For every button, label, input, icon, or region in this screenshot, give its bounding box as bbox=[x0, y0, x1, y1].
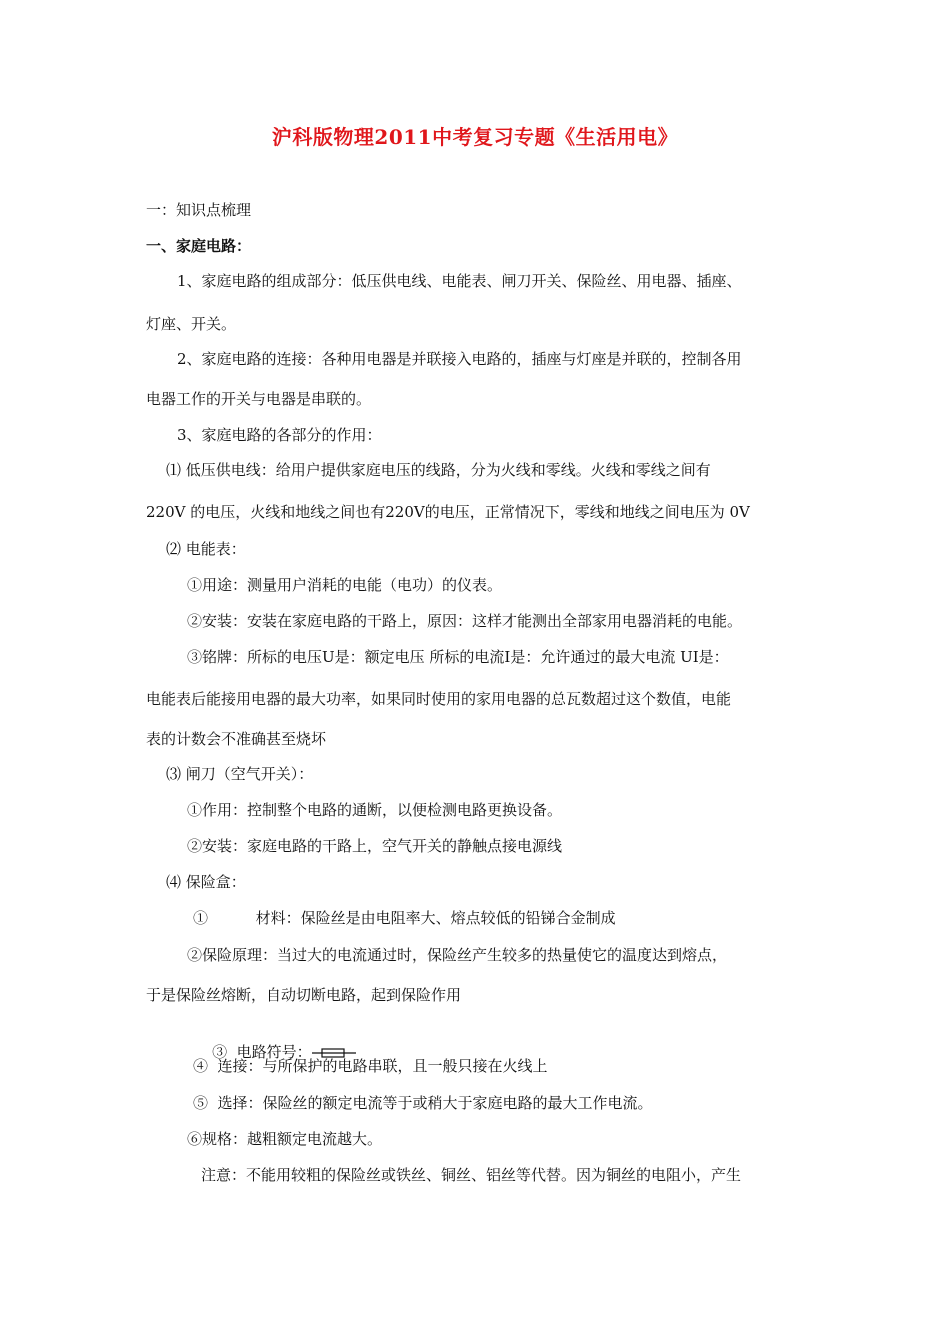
list-item: ⑤ 选择：保险丝的额定电流等于或稍大于家庭电路的最大工作电流。 bbox=[193, 1094, 653, 1112]
paragraph-line: 表的计数会不准确甚至烧坏 bbox=[146, 730, 327, 748]
paragraph-line: 电能表后能接用电器的最大功率，如果同时使用的家用电器的总瓦数超过这个数值，电能 bbox=[146, 690, 732, 708]
document-title: 沪科版物理2011中考复习专题《生活用电》 bbox=[271, 125, 679, 149]
list-item: ②安装：家庭电路的干路上，空气开关的静触点接电源线 bbox=[187, 837, 563, 855]
paragraph-line: 灯座、开关。 bbox=[146, 315, 237, 333]
paragraph-line: 1、家庭电路的组成部分：低压供电线、电能表、闸刀开关、保险丝、用电器、插座、 bbox=[177, 272, 742, 290]
list-item: ① 材料：保险丝是由电阻率大、熔点较低的铅锑合金制成 bbox=[193, 909, 616, 927]
list-heading: ⑵ 电能表： bbox=[166, 540, 246, 558]
paragraph-line: 220V 的电压，火线和地线之间也有220V的电压，正常情况下，零线和地线之间电压为 0V bbox=[146, 503, 750, 521]
note-line: 注意：不能用较粗的保险丝或铁丝、铜丝、铝丝等代替。因为铜丝的电阻小，产生 bbox=[201, 1166, 742, 1184]
paragraph-line: 3、家庭电路的各部分的作用： bbox=[177, 426, 382, 444]
list-item-label: ③ 电路符号： bbox=[212, 1043, 312, 1061]
subsection-heading: 一、家庭电路： bbox=[146, 237, 252, 255]
list-heading: ⑷ 保险盒： bbox=[166, 873, 246, 891]
list-item: ②安装：安装在家庭电路的干路上，原因：这样才能测出全部家用电器消耗的电能。 bbox=[187, 612, 743, 630]
paragraph-line: 于是保险丝熔断，自动切断电路，起到保险作用 bbox=[146, 986, 462, 1004]
list-item: ①用途：测量用户消耗的电能（电功）的仪表。 bbox=[187, 576, 503, 594]
paragraph-line: 2、家庭电路的连接：各种用电器是并联接入电路的，插座与灯座是并联的，控制各用 bbox=[177, 350, 742, 368]
list-item: ⑥规格：越粗额定电流越大。 bbox=[187, 1130, 383, 1148]
list-item: ④ 连接：与所保护的电路串联，且一般只接在火线上 bbox=[193, 1057, 548, 1075]
list-heading: ⑶ 闸刀（空气开关）： bbox=[166, 765, 314, 783]
list-item: ②保险原理：当过大的电流通过时，保险丝产生较多的热量使它的温度达到熔点， bbox=[187, 946, 728, 964]
paragraph-line: 电器工作的开关与电器是串联的。 bbox=[146, 390, 372, 408]
list-item: ①作用：控制整个电路的通断，以便检测电路更换设备。 bbox=[187, 801, 563, 819]
list-item: ③铭牌：所标的电压U是：额定电压 所标的电流I是：允许通过的最大电流 UI是： bbox=[187, 648, 729, 666]
paragraph-line: ⑴ 低压供电线：给用户提供家庭电压的线路，分为火线和零线。火线和零线之间有 bbox=[166, 461, 711, 479]
section-heading: 一：知识点梳理 bbox=[146, 201, 252, 219]
